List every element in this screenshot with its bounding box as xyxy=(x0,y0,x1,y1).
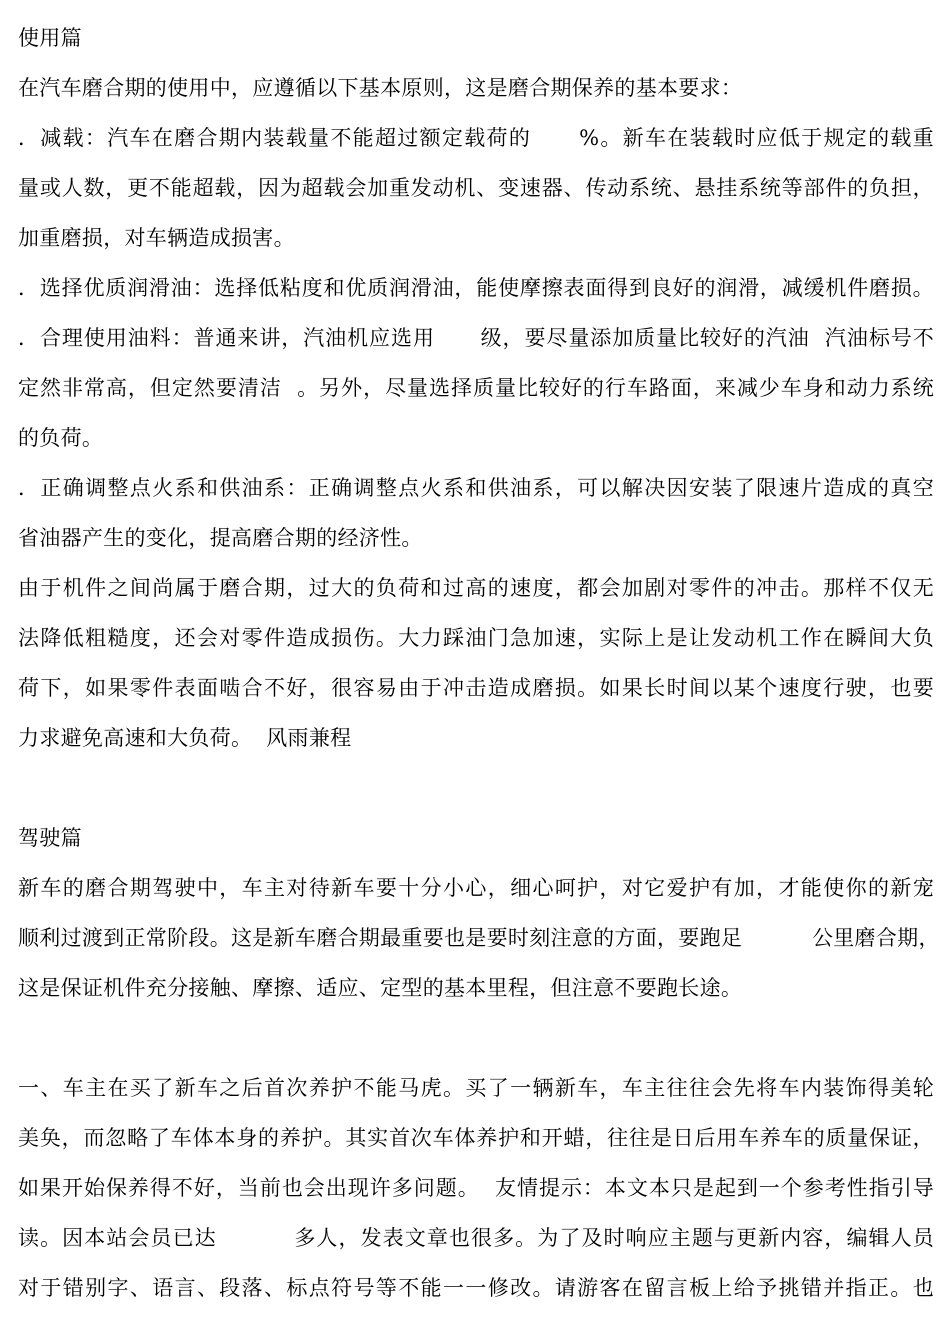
usage-heading: 使用篇 xyxy=(18,26,82,50)
usage-item1-line3: 加重磨损，对车辆造成损害。 xyxy=(18,226,295,250)
usage-item1-line2: 量或人数，更不能超载，因为超载会加重发动机、变速器、传动系统、悬挂系统等部件的负担， xyxy=(18,176,934,200)
usage-item3-line2: 定然非常高，但定然要清洁 。另外，尽量选择质量比较好的行车路面，来减少车身和动力系统 xyxy=(18,376,934,400)
usage-item1-line1: ．减载：汽车在磨合期内装载量不能超过额定载荷的 %。新车在装载时应低于规定的载重 xyxy=(18,126,934,150)
usage-item2-line1: ．选择优质润滑油：选择低粘度和优质润滑油，能使摩擦表面得到良好的润滑，减缓机件磨损。 xyxy=(18,276,934,300)
usage-item4-line1: ．正确调整点火系和供油系：正确调整点火系和供油系，可以解决因安装了限速片造成的真空 xyxy=(18,476,934,500)
driving-paragraph-line2: 顺利过渡到正常阶段。这是新车磨合期最重要也是要时刻注意的方面，要跑足 公里磨合期， xyxy=(18,926,940,950)
driving-paragraph-line1: 新车的磨合期驾驶中，车主对待新车要十分小心，细心呵护，对它爱护有加，才能使你的新宠 xyxy=(18,876,934,900)
care-paragraph-line2: 美奂，而忽略了车体本身的养护。其实首次车体养护和开蜡，往往是日后用车养车的质量保证， xyxy=(18,1126,934,1150)
usage-intro: 在汽车磨合期的使用中，应遵循以下基本原则，这是磨合期保养的基本要求： xyxy=(18,76,743,100)
care-paragraph-line5: 对于错别字、语言、段落、标点符号等不能一一修改。请游客在留言板上给予挑错并指正。也 xyxy=(18,1276,934,1300)
usage-item3-line1: ．合理使用油料：普通来讲，汽油机应选用 级，要尽量添加质量比较好的汽油 汽油标号不 xyxy=(18,326,934,350)
care-paragraph-line4: 读。因本站会员已达 多人，发表文章也很多。为了及时响应主题与更新内容，编辑人员 xyxy=(18,1226,934,1250)
usage-item3-line3: 的负荷。 xyxy=(18,426,104,450)
usage-paragraph-line1: 由于机件之间尚属于磨合期，过大的负荷和过高的速度，都会加剧对零件的冲击。那样不仅无 xyxy=(18,576,934,600)
usage-paragraph-line3: 荷下，如果零件表面啮合不好，很容易由于冲击造成磨损。如果长时间以某个速度行驶，也要 xyxy=(18,676,934,700)
driving-paragraph-line3: 这是保证机件充分接触、摩擦、适应、定型的基本里程，但注意不要跑长途。 xyxy=(18,976,743,1000)
care-paragraph-line3: 如果开始保养得不好，当前也会出现许多问题。 友情提示：本文本只是起到一个参考性指引导 xyxy=(18,1176,934,1200)
usage-paragraph-line4: 力求避免高速和大负荷。 风雨兼程 xyxy=(18,726,352,750)
care-paragraph-line1: 一、车主在买了新车之后首次养护不能马虎。买了一辆新车，车主往往会先将车内装饰得美轮 xyxy=(18,1076,934,1100)
usage-paragraph-line2: 法降低粗糙度，还会对零件造成损伤。大力踩油门急加速，实际上是让发动机工作在瞬间大负 xyxy=(18,626,934,650)
usage-item4-line2: 省油器产生的变化，提高磨合期的经济性。 xyxy=(18,526,423,550)
driving-heading: 驾驶篇 xyxy=(18,826,82,850)
